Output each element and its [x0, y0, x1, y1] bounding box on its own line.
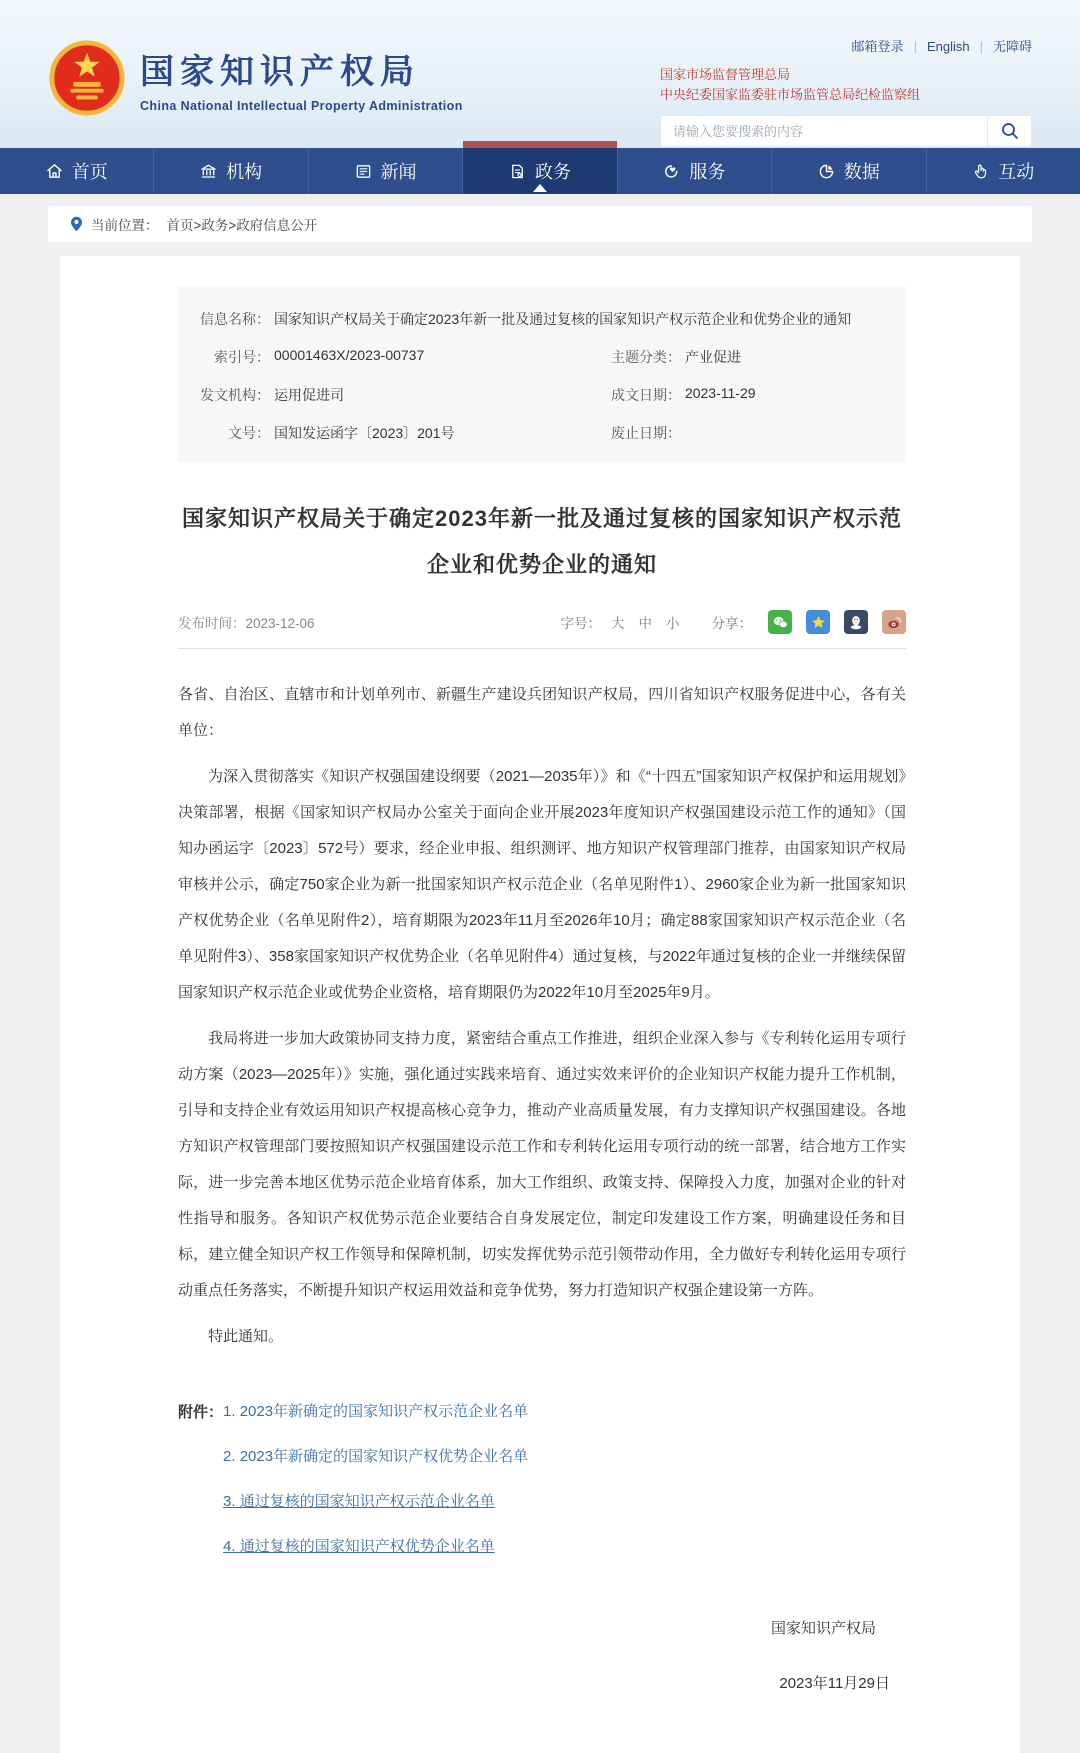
- signature-block: [178, 1617, 906, 1693]
- site-title-en: China National Intellectual Property Administration: [140, 98, 463, 113]
- attachment-link-4[interactable]: 4. 通过复核的国家知识产权优势企业名单: [223, 1538, 495, 1556]
- site-search: [660, 115, 1032, 147]
- info-value-index-number: 00001463X/2023-00737: [274, 347, 425, 363]
- nav-item-interaction[interactable]: [927, 148, 1080, 194]
- attachment-link-3[interactable]: 3. 通过复核的国家知识产权示范企业名单: [223, 1493, 495, 1511]
- active-tab-caret: [533, 184, 547, 192]
- info-row: [178, 414, 906, 452]
- font-size-medium-button[interactable]: 中: [638, 616, 652, 632]
- nav-label: 政务: [534, 162, 571, 182]
- home-icon: [46, 163, 63, 180]
- discipline-inspection-link[interactable]: 中央纪委国家监委驻市场监管总局纪检监察组: [660, 87, 921, 103]
- signature-org: 国家知识产权局: [770, 1620, 876, 1638]
- publish-time: [178, 612, 315, 632]
- nav-item-government-affairs[interactable]: [463, 148, 617, 194]
- article-card: [60, 256, 1020, 1753]
- hand-pointer-icon: [972, 163, 989, 180]
- english-link[interactable]: English: [926, 39, 970, 54]
- nav-item-news[interactable]: [309, 148, 463, 194]
- info-value-document-number: 国知发运函字〔2023〕201号: [274, 425, 455, 441]
- national-emblem-logo: [48, 39, 126, 117]
- body-paragraph-1: 为深入贯彻落实《知识产权强国建设纲要（2021—2035年）》和《“十四五”国家知识产权保护和运用规划》决策部署，根据《国家知识产权局办公室关于面向企业开展2023年度知识产权强国建设示范工作的通知》（国知办函运字〔2023〕572号）要求，经企业申报、组织测评、地方知识产权管理部门推荐，由国家知识产权局审核并公示，确定750家企业为新一批国家知识产权示范企业（名单见附件1）、2960家企业为新一批国家知识产权优势企业（名单见附件2），培育期限为2023年11月至2026年10月；确定88家国家知识产权示范企业（名单见附件3）、358家国家知识产权优势企业（名单见附件4）通过复核，与2022年通过复核的企业一并继续保留国家知识产权示范企业或优势企业资格，培育期限仍为2022年10月至2025年9月。: [178, 768, 906, 1002]
- nav-label: 首页: [71, 162, 108, 182]
- nav-label: 互动: [998, 162, 1035, 182]
- share-wechat-button[interactable]: [768, 610, 792, 634]
- nav-item-home[interactable]: [0, 148, 154, 194]
- info-label: 文号：: [228, 425, 270, 441]
- info-value-repeal-date: [681, 423, 685, 443]
- info-row-name: [178, 300, 906, 338]
- link-divider: |: [913, 39, 917, 54]
- nav-label: 机构: [226, 162, 263, 182]
- nav-item-data[interactable]: [772, 148, 926, 194]
- nav-item-services[interactable]: [618, 148, 772, 194]
- newspaper-icon: [355, 163, 372, 180]
- link-divider: |: [979, 39, 983, 54]
- accessibility-link[interactable]: 无障碍: [992, 39, 1032, 54]
- info-value-topic-category: 产业促进: [684, 349, 741, 365]
- qq-icon: [849, 615, 863, 630]
- qzone-icon: [811, 615, 826, 630]
- search-input[interactable]: [661, 124, 987, 139]
- nav-label: 数据: [843, 162, 880, 182]
- font-size-small-button[interactable]: 小: [666, 616, 680, 632]
- service-heart-icon: [663, 163, 680, 180]
- document-icon: [509, 163, 526, 180]
- site-header: [0, 0, 1080, 148]
- share-weibo-button[interactable]: [882, 610, 906, 634]
- info-label: 索引号：: [214, 349, 270, 365]
- nav-item-organization[interactable]: [154, 148, 308, 194]
- salutation-paragraph: 各省、自治区、直辖市和计划单列市、新疆生产建设兵团知识产权局，四川省知识产权服务促进中心，各有关单位：: [178, 686, 906, 740]
- info-label: 废止日期：: [610, 425, 681, 441]
- search-button[interactable]: [987, 116, 1031, 146]
- share-label: 分享：: [711, 616, 752, 632]
- mail-login-link[interactable]: 邮箱登录: [851, 39, 904, 54]
- main-navigation: [0, 148, 1080, 194]
- info-label: 成文日期：: [610, 387, 681, 403]
- attachments-section: [178, 1401, 906, 1557]
- active-tab-accent-bar: [463, 141, 616, 148]
- info-value-issuing-agency: 运用促进司: [274, 387, 344, 403]
- body-paragraph-2: 我局将进一步加大政策协同支持力度，紧密结合重点工作推进，组织企业深入参与《专利转化运用专项行动方案（2023—2025年）》实施，强化通过实践来培育、通过实效来评价的企业知识产权能力提升工作机制，引导和支持企业有效运用知识产权提高核心竞争力，推动产业高质量发展，有力支撑知识产权强国建设。各地方知识产权管理部门要按照知识产权强国建设示范工作和专利转化运用专项行动的统一部署，结合地方工作实际，进一步完善本地区优势示范企业培育体系，加大工作组织、政策支持、保障投入力度，加强对企业的针对性指导和服务。各知识产权优势示范企业要结合自身发展定位，制定印发建设工作方案，明确建设任务和目标，建立健全知识产权工作领导和保障机制，切实发挥优势示范引领带动作用，全力做好专利转化运用专项行动重点任务落实，不断提升知识产权运用效益和竞争优势，努力打造知识产权强企建设第一方阵。: [178, 1030, 906, 1300]
- info-label: 主题分类：: [610, 349, 681, 365]
- weibo-icon: [887, 615, 902, 630]
- bank-icon: [200, 163, 217, 180]
- nav-label: 服务: [689, 162, 726, 182]
- font-size-large-button[interactable]: 大: [611, 616, 625, 632]
- top-utility-links: [660, 36, 1032, 55]
- breadcrumb-path[interactable]: 首页>政务>政府信息公开: [166, 218, 318, 233]
- site-brand: [48, 0, 463, 148]
- location-pin-icon: [70, 216, 83, 232]
- signature-date: 2023年11月29日: [779, 1675, 890, 1693]
- font-size-label: 字号：: [560, 616, 601, 632]
- publish-date: 2023-12-06: [245, 616, 315, 632]
- breadcrumb: [48, 206, 1032, 242]
- document-info-table: [178, 286, 906, 462]
- nav-label: 新闻: [380, 162, 417, 182]
- attachment-link-1[interactable]: 1. 2023年新确定的国家知识产权示范企业名单: [223, 1403, 529, 1421]
- wechat-icon: [773, 616, 788, 629]
- page-title: 国家知识产权局关于确定2023年新一批及通过复核的国家知识产权示范企业和优势企业的通知: [182, 506, 902, 578]
- info-value-issue-date: 2023-11-29: [684, 385, 756, 401]
- article-body: [178, 649, 906, 1355]
- samr-link[interactable]: 国家市场监督管理总局: [660, 67, 791, 82]
- pie-chart-icon: [818, 163, 835, 180]
- publish-time-label: 发布时间：: [178, 616, 246, 632]
- info-row: [178, 376, 906, 414]
- article-meta-bar: [178, 604, 906, 649]
- share-qq-button[interactable]: [844, 610, 868, 634]
- search-icon: [1001, 122, 1019, 140]
- info-value-document-name: 国家知识产权局关于确定2023年新一批及通过复核的国家知识产权示范企业和优势企业的通知: [274, 311, 852, 327]
- site-title-zh: 国家知识产权局: [140, 52, 420, 91]
- closing-paragraph: 特此通知。: [208, 1328, 284, 1346]
- related-org-links: [660, 65, 1032, 105]
- info-label: 发文机构：: [200, 387, 270, 403]
- breadcrumb-label: 当前位置：: [91, 218, 159, 233]
- info-label: 信息名称：: [200, 311, 270, 327]
- share-qzone-button[interactable]: [806, 610, 830, 634]
- attachment-link-2[interactable]: 2. 2023年新确定的国家知识产权优势企业名单: [223, 1448, 529, 1466]
- info-row: [178, 338, 906, 376]
- attachments-label: 附件：: [178, 1404, 224, 1422]
